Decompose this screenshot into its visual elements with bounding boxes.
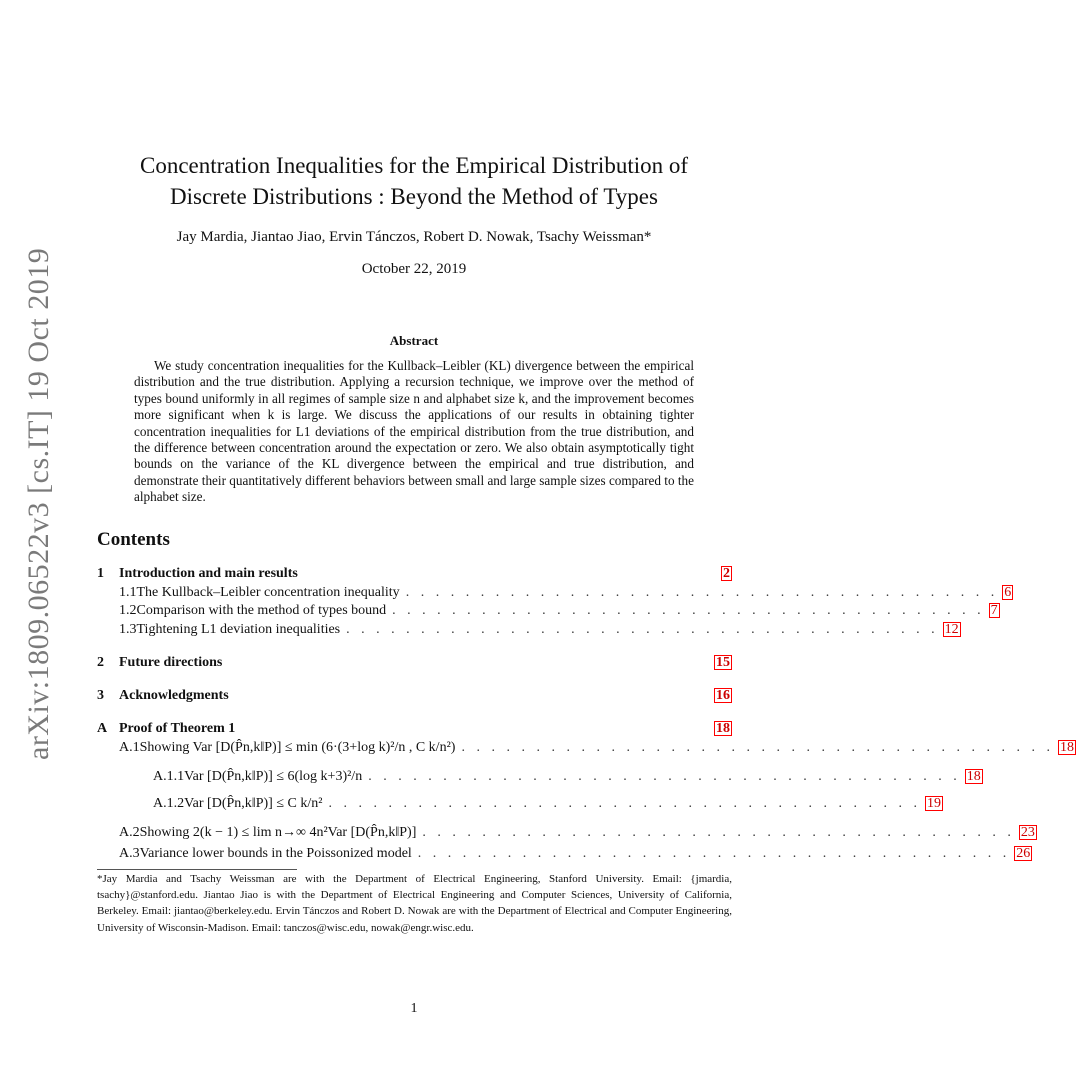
toc-leader-dots: . . . . . . . . . . . . . . . . . . . . . . . . . . . . . . . . . . . . . . . . <box>422 825 1015 840</box>
toc-entry-label[interactable]: Showing 2(k − 1) ≤ lim n→∞ 4n²Var [D(P̂n,k‖P)] <box>139 825 417 840</box>
toc-entry-label[interactable]: Variance lower bounds in the Poissonized model <box>139 846 412 861</box>
toc-entry-label[interactable]: Var [D(P̂n,k‖P)] ≤ 6(log k+3)²/n <box>184 769 363 784</box>
toc-entry-number: 1.1 <box>119 585 137 600</box>
toc-entry-label[interactable]: Comparison with the method of types bound <box>136 603 387 618</box>
toc-page-link[interactable]: 18 <box>966 769 981 784</box>
footnote: *Jay Mardia and Tsachy Weissman are with the Department of Electrical Engineering, Stanford University. Email: {jmardia, tsachy}@stanford.edu. Jiantao Jiao is with the Department of Electrical Engineering and Computer Sciences, University of California, Berkeley. Email: jiantao@berkeley.edu. Ervin Tánczos and Robert D. Nowak are with the Department of Electrical and Computer Engineering, University of Wisconsin-Madison. Email: tanczos@wisc.edu, nowak@engr.wisc.edu. <box>97 873 732 934</box>
toc-entry-number: 1.2 <box>119 603 137 618</box>
toc-entry-number: 2 <box>97 655 104 670</box>
title-line-2: Discrete Distributions : Beyond the Method of Types <box>170 184 658 209</box>
toc-entry-label[interactable]: Var [D(P̂n,k‖P)] ≤ C k/n² <box>184 796 323 811</box>
toc-leader-dots: . . . . . . . . . . . . . . . . . . . . . . . . . . . . . . . . . . . . . . . . <box>417 846 1011 861</box>
toc-entry-number: 1.3 <box>119 622 137 637</box>
toc-page-link[interactable]: 7 <box>990 603 998 618</box>
toc-entry-label[interactable]: Future directions <box>119 655 223 670</box>
toc-entry[interactable] <box>97 769 981 787</box>
toc-page-link[interactable]: 26 <box>1016 846 1031 861</box>
toc-entry[interactable] <box>97 688 732 706</box>
toc-entry[interactable] <box>97 825 1035 843</box>
toc-entry[interactable] <box>97 796 941 814</box>
toc-page-link[interactable]: 16 <box>716 688 730 703</box>
arxiv-identifier: arXiv:1809.06522v3 [cs.IT] 19 Oct 2019 <box>22 247 55 760</box>
toc-entry[interactable] <box>97 740 1074 758</box>
toc-entry-number: A.1.2 <box>153 796 185 811</box>
title-line-1: Concentration Inequalities for the Empirical Distribution of <box>139 153 689 178</box>
toc-entry[interactable] <box>97 603 998 621</box>
toc-leader-dots: . . . . . . . . . . . . . . . . . . . . . . . . . . . . . . . . . . . . . . . . <box>405 585 999 600</box>
toc-entry[interactable] <box>97 846 1031 864</box>
toc-entry[interactable] <box>97 566 732 584</box>
page-number: 1 <box>410 1001 418 1016</box>
toc-page-link[interactable]: 12 <box>944 622 959 637</box>
toc-leader-dots: . . . . . . . . . . . . . . . . . . . . . . . . . . . . . . . . . . . . . . . . <box>328 796 921 811</box>
toc-entry-number: A.1 <box>119 740 140 755</box>
toc-entry-label[interactable]: The Kullback–Leibler concentration inequality <box>136 585 400 600</box>
toc-entry[interactable] <box>97 721 732 739</box>
toc-entry[interactable] <box>97 655 732 673</box>
toc-entry[interactable] <box>97 585 1012 603</box>
toc-entry-label[interactable]: Tightening L1 deviation inequalities <box>136 622 341 637</box>
toc-page-link[interactable]: 23 <box>1020 825 1035 840</box>
toc-entry-label[interactable]: Proof of Theorem 1 <box>119 721 236 736</box>
footnote-rule <box>97 869 297 870</box>
abstract-heading: Abstract <box>389 333 439 348</box>
abstract-text: We study concentration inequalities for the Kullback–Leibler (KL) divergence between the empirical distribution and the true distribution. Applying a recursion technique, we improve over the method of types bound uniformly in all regimes of sample size n and alphabet size k, and the improvement becomes more significant when k is large. We discuss the applications of our results in obtaining tighter concentration inequalities for L1 deviations of the empirical distribution from the true distribution, and the difference between concentration around the expectation or zero. We also obtain asymptotically tight bounds on the variance of the KL divergence between the empirical and true distribution, and demonstrate their quantitatively different behaviors between small and large sample sizes compared to the alphabet size. <box>134 358 694 505</box>
toc-entry-label[interactable]: Showing Var [D(P̂n,k‖P)] ≤ min (6·(3+log k)²/n , C k/n²) <box>139 740 456 755</box>
toc-page-link[interactable]: 18 <box>716 721 730 736</box>
paper-title <box>100 150 728 212</box>
toc-leader-dots: . . . . . . . . . . . . . . . . . . . . . . . . . . . . . . . . . . . . . . . . <box>392 603 985 618</box>
toc-leader-dots: . . . . . . . . . . . . . . . . . . . . . . . . . . . . . . . . . . . . . . . . <box>368 769 961 784</box>
contents-heading: Contents <box>97 529 170 550</box>
toc-page-link[interactable]: 15 <box>716 655 730 670</box>
toc-entry-number: 1 <box>97 566 104 581</box>
paper-date: October 22, 2019 <box>361 261 467 277</box>
toc-page-link[interactable]: 19 <box>926 796 941 811</box>
toc-page-link[interactable]: 18 <box>1059 740 1074 755</box>
toc-entry-number: A.1.1 <box>153 769 185 784</box>
toc-page-link[interactable]: 2 <box>723 566 730 581</box>
toc-page-link[interactable]: 6 <box>1004 585 1012 600</box>
toc-entry-label[interactable]: Introduction and main results <box>119 566 298 581</box>
toc-leader-dots: . . . . . . . . . . . . . . . . . . . . . . . . . . . . . . . . . . . . . . . . <box>346 622 939 637</box>
toc-entry[interactable] <box>97 622 959 640</box>
toc-entry-number: A.3 <box>119 846 140 861</box>
toc-entry-number: 3 <box>97 688 104 703</box>
toc-entry-label[interactable]: Acknowledgments <box>119 688 229 703</box>
toc-entry-number: A.2 <box>119 825 140 840</box>
toc-entry-number: A <box>97 721 108 736</box>
author-list: Jay Mardia, Jiantao Jiao, Ervin Tánczos, Robert D. Nowak, Tsachy Weissman* <box>176 229 652 245</box>
toc-leader-dots: . . . . . . . . . . . . . . . . . . . . . . . . . . . . . . . . . . . . . . . . <box>461 740 1054 755</box>
